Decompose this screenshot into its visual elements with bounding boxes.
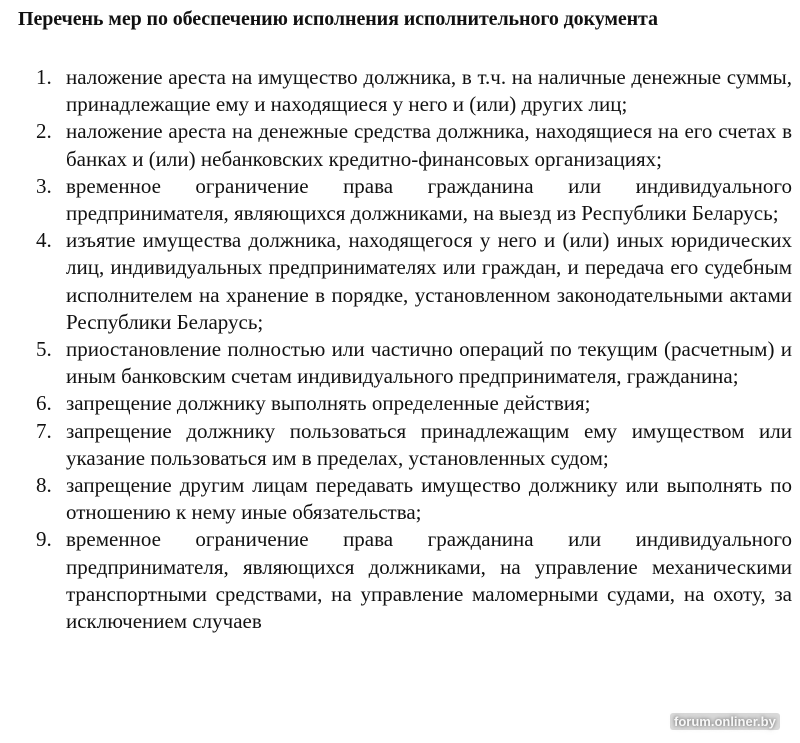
- list-item: [0, 336, 800, 390]
- item-number: 4.: [36, 228, 52, 253]
- list-item: [0, 227, 800, 336]
- item-number: 5.: [36, 337, 52, 362]
- item-text: временное ограничение права гражданина или индивидуального предпринимателя, являющихся должниками, на выезд из Республики Беларусь;: [66, 173, 792, 226]
- item-number: 9.: [36, 527, 52, 552]
- item-number: 2.: [36, 119, 52, 144]
- item-text: наложение ареста на имущество должника, в т.ч. на наличные денежные суммы, принадлежащие ему и находящиеся у него и (или) других лиц;: [66, 65, 792, 117]
- list-item: [0, 118, 800, 172]
- item-text: наложение ареста на денежные средства должника, находящиеся на его счетах в банках и (или) небанковских кредитно-финансовых организациях;: [66, 119, 792, 171]
- item-number: 3.: [36, 173, 52, 198]
- list-item: [0, 418, 800, 472]
- item-number: 6.: [36, 391, 52, 416]
- list-item: [0, 173, 800, 227]
- document-title: Перечень мер по обеспечению исполнения исполнительного документа: [18, 8, 658, 30]
- measures-list: [0, 64, 800, 635]
- item-text: приостановление полностью или частично операций по текущим (расчетным) и иным банковским счетам индивидуального предпринимателя, гражданина;: [66, 337, 792, 389]
- list-item: [0, 64, 800, 118]
- list-item: [0, 526, 800, 635]
- item-text: временное ограничение права гражданина или индивидуального предпринимателя, являющихся должниками, на управление механическими транспортными средствами, на управление маломерными судами, на охоту, за исключением случаев: [66, 527, 792, 634]
- item-number: 1.: [36, 65, 52, 89]
- list-item: [0, 390, 800, 417]
- item-text: запрещение должнику пользоваться принадлежащим ему имуществом или указание пользоваться им в пределах, установленных судом;: [66, 418, 792, 470]
- item-number: 8.: [36, 473, 52, 498]
- item-text: запрещение должнику выполнять определенные действия;: [66, 391, 591, 416]
- item-number: 7.: [36, 418, 52, 443]
- watermark: forum.onliner.by: [670, 713, 780, 730]
- item-text: изъятие имущества должника, находящегося у него и (или) иных юридических лиц, индивидуальных предпринимателях или граждан, и передача его судебным исполнителем на хранение в порядке, установленном законодательными актами Республики Беларусь;: [66, 228, 792, 334]
- item-text: запрещение другим лицам передавать имущество должнику или выполнять по отношению к нему иные обязательства;: [66, 473, 792, 525]
- list-item: [0, 472, 800, 526]
